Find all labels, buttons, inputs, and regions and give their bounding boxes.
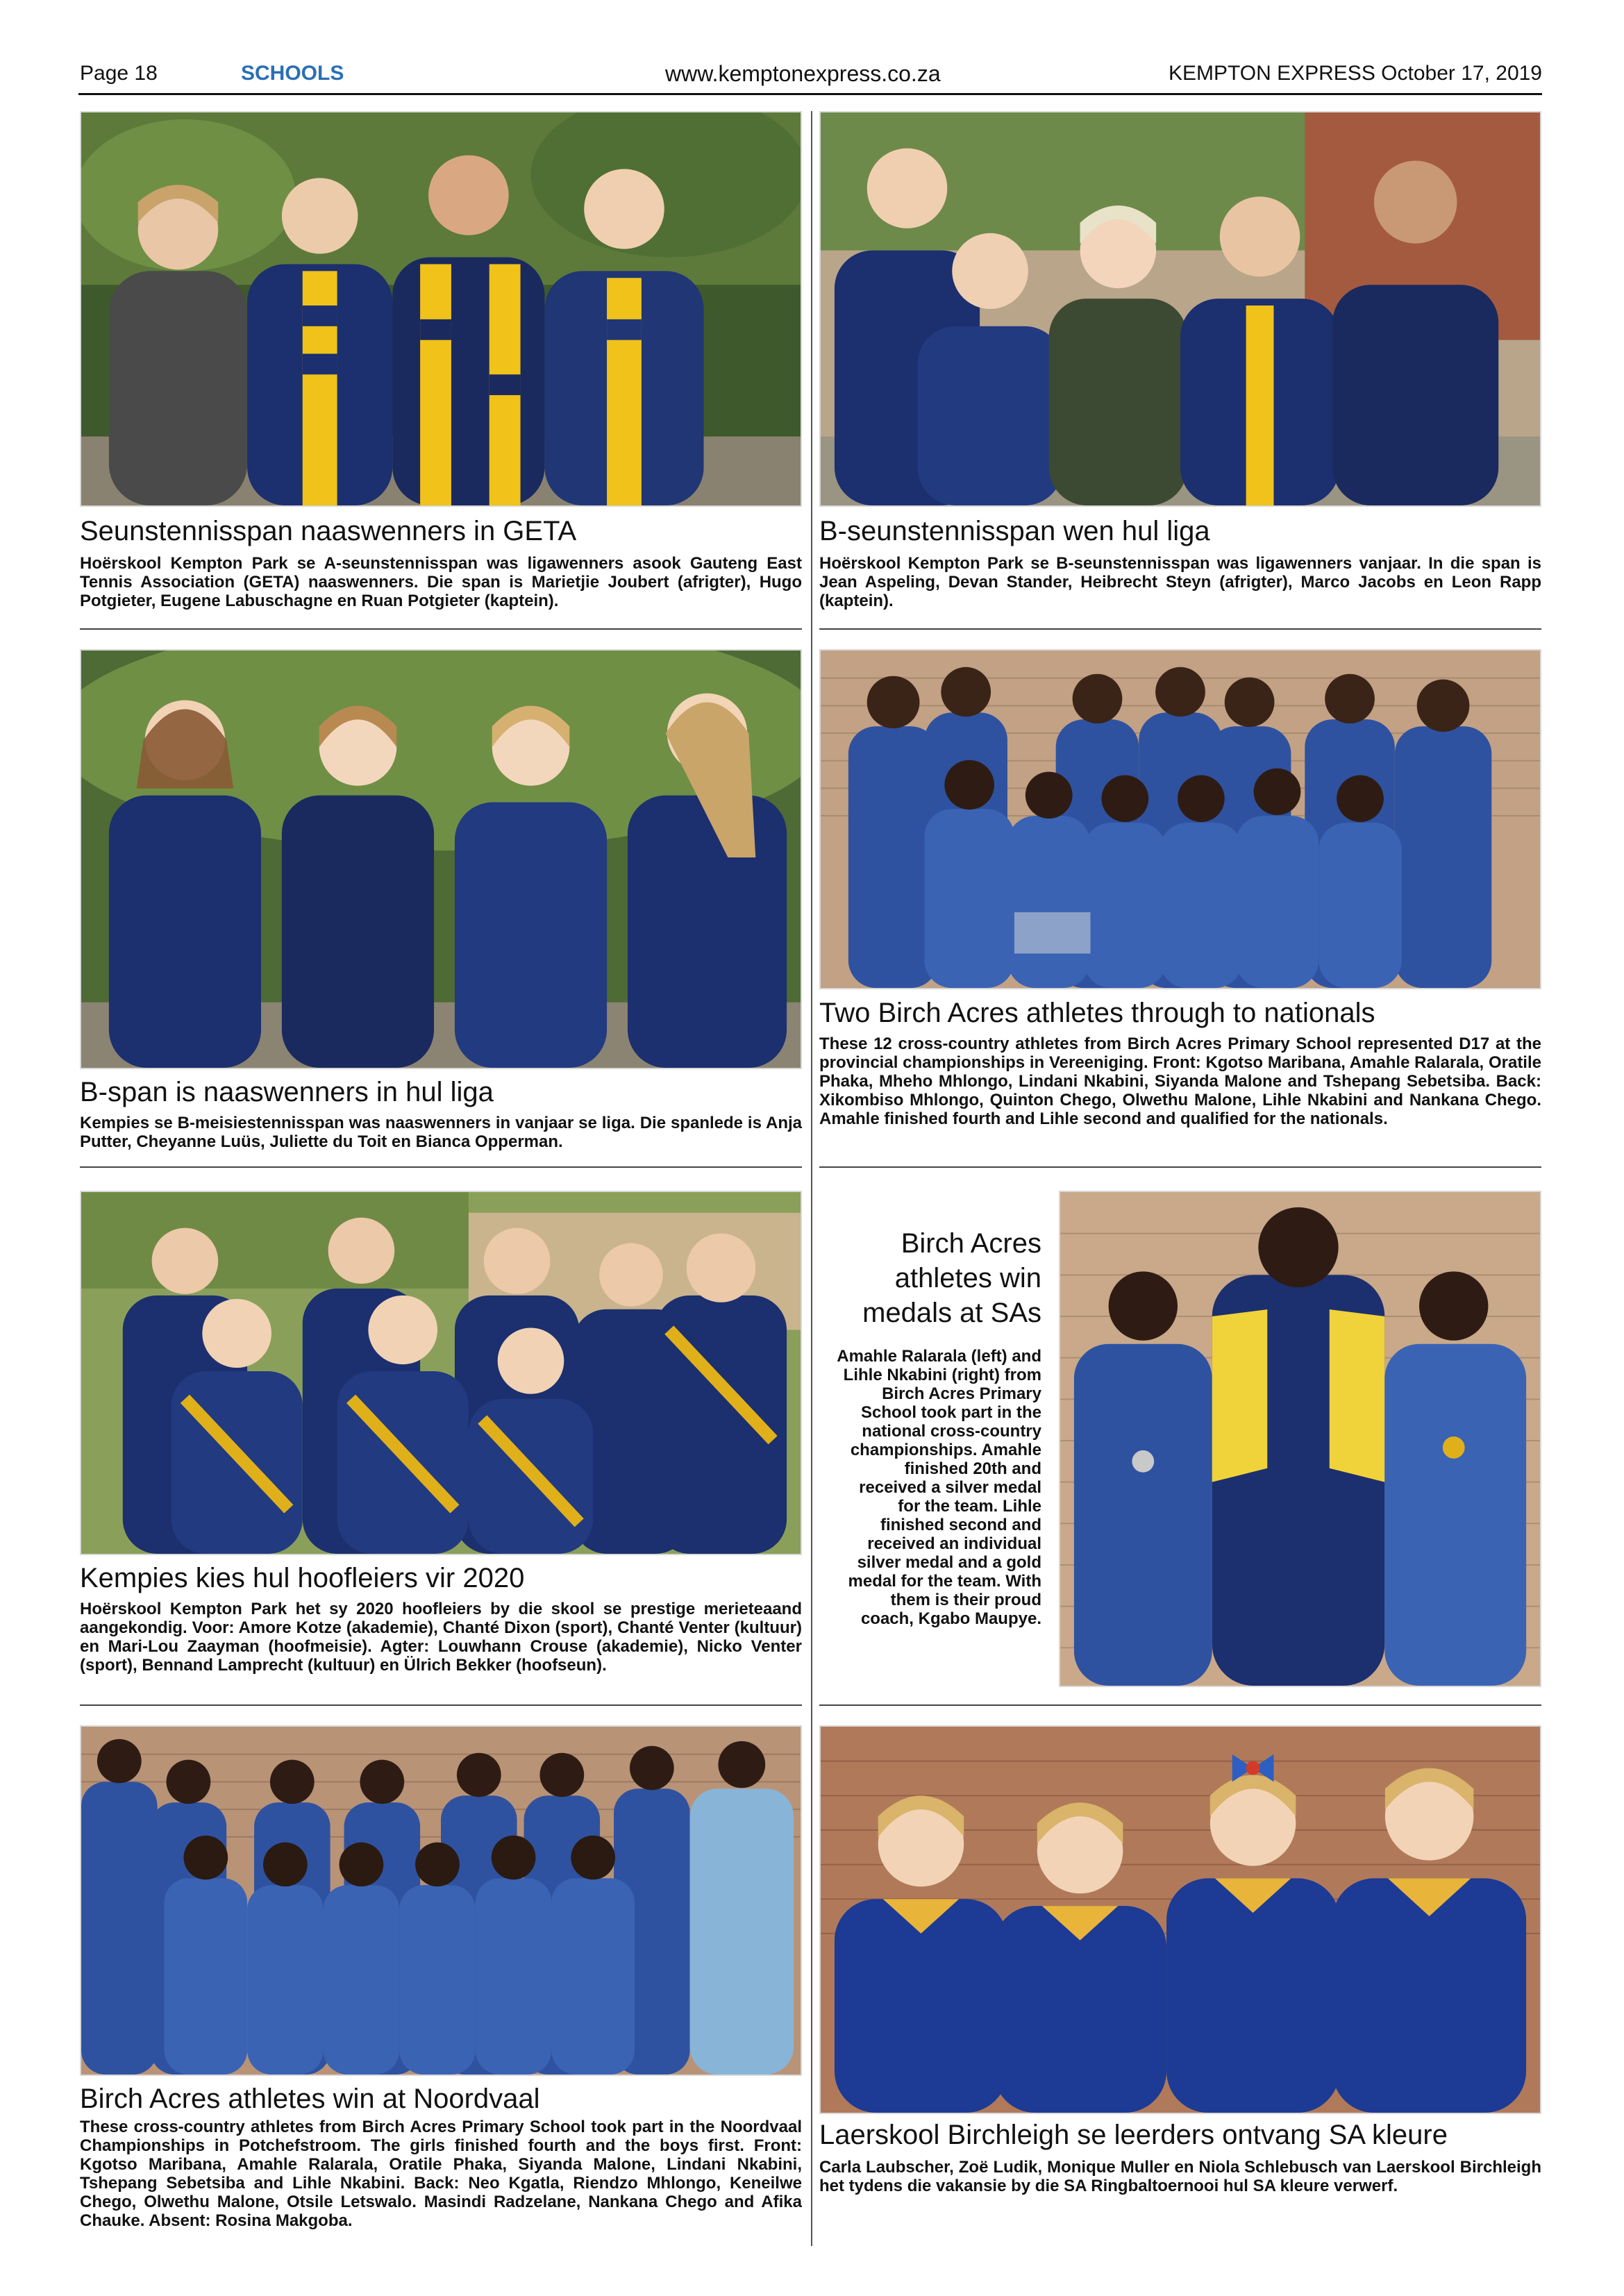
publication-dateline: KEMPTON EXPRESS October 17, 2019: [1168, 62, 1542, 85]
website-url[interactable]: www.kemptonexpress.co.za: [665, 61, 941, 86]
section-label: SCHOOLS: [241, 62, 344, 85]
page-header: [0, 0, 1624, 97]
photo-school-leaders: [80, 1191, 802, 1555]
row-rule: [819, 628, 1541, 630]
headline-noordvaal: Birch Acres athletes win at Noordvaal: [80, 2084, 540, 2114]
row-rule: [80, 1166, 802, 1168]
row-rule: [819, 1704, 1541, 1706]
row-rule: [80, 1704, 802, 1706]
caption-noordvaal: These cross-country athletes from Birch Acres Primary School took part in the Noordvaal Championships in Potchefstroom. The girls finished fourth and the boys first. Front: Kgotso Maribana, Amahle Ralarala, Oratile Phaka, Siyanda Malone, Lindani Nkabini, Tshepang Sebetsiba and Lihle Nkabini. Back: Neo Kgatla, Riendzo Mhlongo, Keneilwe Chego, Olwethu Malone, Otsile Letswalo. Masindi Radzelane, Nankana Chego and Afika Chauke. Absent: Rosina Makgoba.: [80, 2118, 802, 2230]
photo-geta-team: [80, 111, 802, 507]
photo-nationals-group: [819, 649, 1541, 989]
caption-geta: Hoërskool Kempton Park se A-seunstennisspan was ligawenners asook Gauteng East Tennis Association (GETA) naaswenners. Die span is Marietjie Joubert (afrigter), Hugo Potgieter, Eugene Labuschagne en Ruan Potgieter (kaptein).: [80, 554, 802, 610]
headline-nationals: Two Birch Acres athletes through to nationals: [819, 998, 1375, 1028]
headline-leaders: Kempies kies hul hoofleiers vir 2020: [80, 1563, 525, 1593]
photo-b-boys-team: [819, 111, 1541, 507]
caption-b-boys: Hoërskool Kempton Park se B-seunstennisspan was ligawenners vanjaar. In die span is Jean Aspeling, Devan Stander, Heibrecht Steyn (afrigter), Marco Jacobs en Leon Rapp (kaptein).: [819, 554, 1541, 610]
caption-ringbal: Carla Laubscher, Zoë Ludik, Monique Muller en Niola Schlebusch van Laerskool Birchleigh het tydens die vakansie by die SA Ringbaltoernooi hul SA kleure verwerf.: [819, 2158, 1541, 2195]
row-rule: [80, 628, 802, 630]
caption-nationals: These 12 cross-country athletes from Birch Acres Primary School represented D17 at the provincial championships in Vereeniging. Front: Kgotso Maribana, Amahle Ralarala, Oratile Phaka, Mheho Mhlongo, Lindani Nkabini, Siyanda Malone and Tshepang Sebetsiba. Back: Xikombiso Mhlongo, Quinton Chego, Olwethu Malone, Lihle Nkabini and Nankana Chego. Amahle finished fourth and Lihle second and qualified for the nationals.: [819, 1034, 1541, 1128]
photo-b-girls-team: [80, 649, 802, 1069]
caption-b-girls: Kempies se B-meisiestennisspan was naaswenners in vanjaar se liga. Die spanlede is Anja Putter, Cheyanne Luüs, Juliette du Toit en Bianca Opperman.: [80, 1114, 802, 1151]
header-rule: [78, 93, 1542, 95]
headline-b-girls: B-span is naaswenners in hul liga: [80, 1077, 494, 1107]
photo-noordvaal-group: [80, 1725, 802, 2076]
headline-b-boys: B-seunstennisspan wen hul liga: [819, 516, 1210, 546]
headline-ringbal: Laerskool Birchleigh se leerders ontvang SA kleure: [819, 2120, 1448, 2150]
photo-netball-players: [819, 1725, 1541, 2114]
column-divider: [811, 111, 812, 2246]
headline-medals: Birch Acres athletes win medals at SAs: [862, 1228, 1041, 1328]
caption-medals: Amahle Ralarala (left) and Lihle Nkabini (right) from Birch Acres Primary School took part in the national cross-country championships. Amahle finished 20th and received a silver medal for the team. Lihle finished second and received an individual silver medal and a gold medal for the team. With them is their proud coach, Kgabo Maupye.: [837, 1347, 1041, 1628]
page-number: Page 18: [80, 62, 158, 85]
photo-medal-winners: [1059, 1191, 1541, 1687]
row-rule: [819, 1166, 1541, 1168]
headline-geta: Seunstennisspan naaswenners in GETA: [80, 516, 577, 546]
caption-leaders: Hoërskool Kempton Park het sy 2020 hoofleiers by die skool se prestige merieteaand aangekondig. Voor: Amore Kotze (akademie), Chanté Dixon (sport), Chanté Venter (kultuur) en Mari-Lou Zaayman (hoofmeisie). Agter: Louwhann Crouse (akademie), Nicko Venter (sport), Bennand Lamprecht (kultuur) en Ülrich Bekker (hoofseun).: [80, 1600, 802, 1675]
